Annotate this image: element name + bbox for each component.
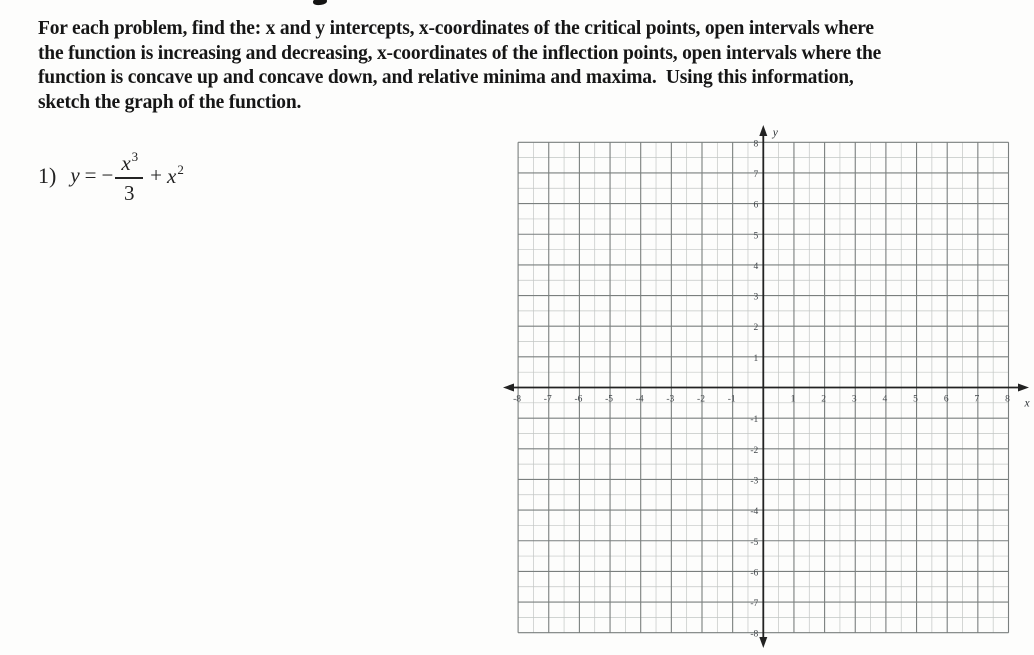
instruction-line: sketch the graph of the function. — [38, 91, 302, 113]
squared-term: $x^2$ — [167, 161, 184, 188]
fraction-numerator: $x^3$ — [121, 149, 139, 175]
instruction-line: For each problem, find the: x and y intercepts, x-coordinates of the critical points, open intervals where — [38, 18, 874, 39]
equation-lhs: y — [70, 163, 80, 187]
instruction-line: function is concave up and concave down, and relative minima and maxima. Using this information, — [38, 67, 854, 89]
x-tick-label: 6 — [943, 394, 949, 405]
y-tick-label: 5 — [753, 231, 759, 242]
x-tick-label: 1 — [790, 394, 796, 405]
equals-sign: = — [84, 163, 97, 187]
x-tick-label: 2 — [821, 394, 826, 405]
x-tick-label: -1 — [727, 394, 736, 405]
x-tick-label: 5 — [913, 394, 918, 405]
y-tick-label: 6 — [753, 200, 759, 211]
x-tick-label: 3 — [851, 394, 857, 405]
axis-arrowhead — [503, 384, 514, 392]
graph-svg — [495, 118, 1034, 650]
y-tick-label: -5 — [750, 537, 759, 548]
instructions-paragraph — [38, 17, 881, 115]
instruction-line: the function is increasing and decreasing, x-coordinates of the inflection points, open intervals where the — [38, 42, 882, 64]
y-tick-label: 4 — [753, 261, 759, 272]
x-tick-label: -6 — [574, 394, 583, 405]
y-tick-label: -3 — [750, 476, 759, 487]
y-tick-label: 8 — [753, 139, 759, 150]
y-tick-label: -4 — [750, 507, 759, 518]
y-tick-label: 3 — [753, 292, 759, 303]
y-tick-label: -2 — [750, 445, 759, 456]
x-tick-label: -7 — [543, 394, 552, 405]
y-tick-label: -1 — [750, 415, 759, 426]
y-tick-label: 7 — [753, 169, 759, 180]
x-tick-label: -3 — [666, 394, 675, 405]
axis-arrowhead — [759, 125, 767, 136]
axis-arrowhead — [1018, 384, 1029, 392]
axis-arrowhead — [759, 637, 767, 648]
x-axis-label: x — [1024, 397, 1030, 410]
plus-sign: + — [150, 163, 163, 187]
coordinate-grid — [495, 118, 1034, 650]
y-tick-label: -6 — [750, 568, 759, 579]
fraction — [115, 146, 143, 205]
y-tick-label: -8 — [750, 629, 759, 640]
x-tick-label: -4 — [635, 394, 644, 405]
y-tick-label: -7 — [750, 599, 759, 610]
problem-1-equation — [38, 146, 183, 205]
scan-artifact-mark — [313, 0, 328, 6]
y-tick-label: 2 — [753, 323, 759, 334]
x-tick-label: -5 — [605, 394, 614, 405]
fraction-bar — [115, 177, 143, 179]
y-axis-label: y — [772, 127, 778, 139]
x-tick-label: -2 — [697, 394, 705, 405]
problem-number: 1) — [38, 162, 57, 188]
minus-sign: − — [101, 163, 114, 187]
x-tick-label: -8 — [513, 394, 522, 405]
y-tick-label: 1 — [753, 353, 759, 364]
x-tick-label: 7 — [974, 394, 980, 405]
x-tick-label: 4 — [882, 394, 888, 405]
fraction-denominator: 3 — [124, 181, 135, 205]
x-tick-label: 8 — [1005, 394, 1010, 405]
